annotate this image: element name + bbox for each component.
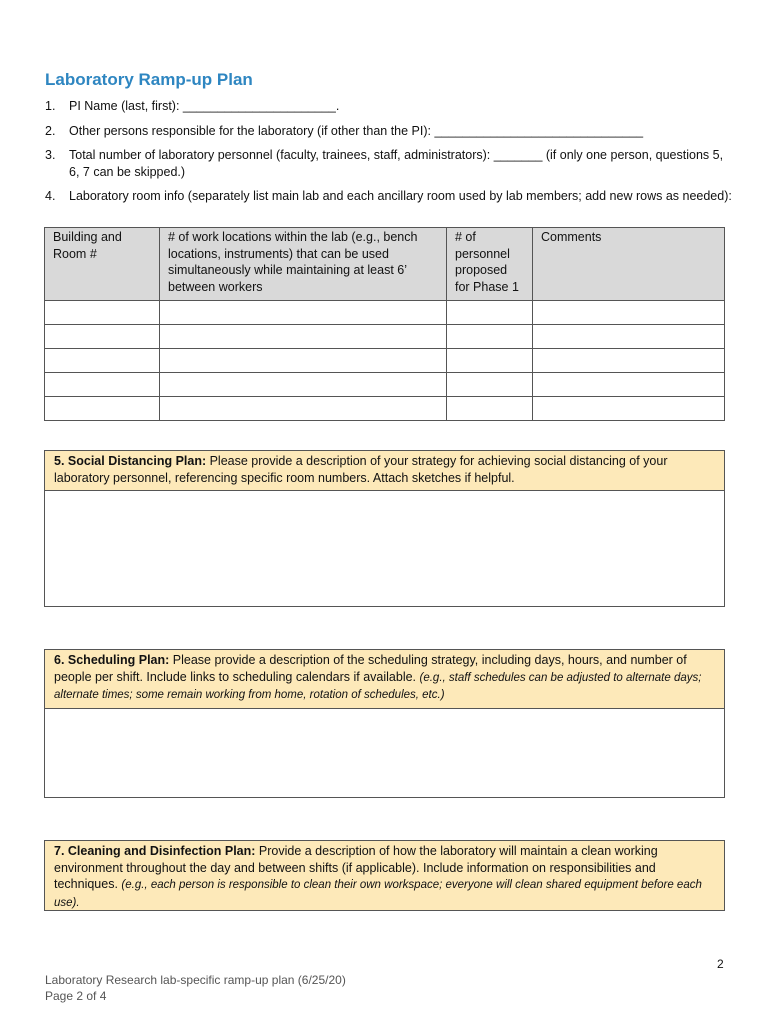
table-row — [45, 301, 725, 325]
table-cell[interactable] — [160, 349, 447, 373]
question-item-2 — [45, 123, 735, 140]
section-label: 6. Scheduling Plan: — [54, 653, 170, 667]
table-cell[interactable] — [160, 301, 447, 325]
social-distancing-plan-answer[interactable] — [45, 491, 724, 606]
question-item-4 — [45, 188, 735, 205]
section-label: 7. Cleaning and Disinfection Plan: — [54, 844, 256, 858]
section-instructions: Provide a description of how the laboratory will maintain a clean working environment throughout the day and between shifts (if applicable). Include information on responsibilities and techniques. — [54, 844, 658, 891]
header-comments: Comments — [533, 228, 725, 301]
question-list — [45, 98, 735, 213]
room-info-table — [44, 227, 725, 421]
question-text: Laboratory room info (separately list main lab and each ancillary room used by lab members; add new rows as needed): — [69, 189, 732, 203]
table-cell[interactable] — [45, 397, 160, 421]
header-personnel: # of personnel proposed for Phase 1 — [447, 228, 533, 301]
table-cell[interactable] — [447, 397, 533, 421]
table-header-row — [45, 228, 725, 301]
table-cell[interactable] — [533, 373, 725, 397]
question-text[interactable]: PI Name (last, first): ______________________. — [69, 99, 340, 113]
table-cell[interactable] — [447, 373, 533, 397]
scheduling-plan-section — [44, 649, 725, 798]
header-building-room: Building and Room # — [45, 228, 160, 301]
page-number: 2 — [717, 957, 724, 971]
table-cell[interactable] — [45, 301, 160, 325]
table-cell[interactable] — [533, 397, 725, 421]
table-cell[interactable] — [45, 325, 160, 349]
question-number: 4. — [45, 189, 56, 203]
social-distancing-plan-header — [45, 451, 724, 491]
cleaning-plan-header — [45, 841, 724, 910]
table-row — [45, 397, 725, 421]
table-cell[interactable] — [160, 397, 447, 421]
page-title: Laboratory Ramp-up Plan — [45, 70, 253, 89]
question-number: 2. — [45, 123, 56, 138]
question-number: 1. — [45, 99, 56, 113]
footer-page-count: Page 2 of 4 — [45, 989, 107, 1003]
footer-document-title: Laboratory Research lab-specific ramp-up plan (6/25/20) — [45, 973, 346, 987]
section-instructions: Please provide a description of the scheduling strategy, including days, hours, and number of people per shift. Include links to scheduling calendars if available. — [54, 653, 687, 684]
section-label: 5. Social Distancing Plan: — [54, 454, 207, 468]
cleaning-plan-section — [44, 840, 725, 911]
question-text[interactable]: Other persons responsible for the laboratory (if other than the PI): ______________________________ — [69, 123, 644, 138]
table-cell[interactable] — [447, 349, 533, 373]
table-row — [45, 373, 725, 397]
table-cell[interactable] — [533, 349, 725, 373]
question-text[interactable]: Total number of laboratory personnel (faculty, trainees, staff, administrators): _______ (if only one person, questions 5, 6, 7 can be skipped.) — [69, 148, 724, 179]
question-item-3 — [45, 147, 735, 180]
table-cell[interactable] — [45, 349, 160, 373]
table-row — [45, 325, 725, 349]
scheduling-plan-answer[interactable] — [45, 709, 724, 801]
scheduling-plan-header — [45, 650, 724, 709]
table-row — [45, 349, 725, 373]
table-cell[interactable] — [447, 301, 533, 325]
social-distancing-plan-section — [44, 450, 725, 607]
question-item-1 — [45, 98, 735, 115]
table-cell[interactable] — [533, 301, 725, 325]
table-cell[interactable] — [45, 373, 160, 397]
table-cell[interactable] — [160, 373, 447, 397]
footer — [45, 972, 346, 1004]
section-instructions: Please provide a description of your strategy for achieving social distancing of your laboratory personnel, referencing specific room numbers. Attach sketches if helpful. — [54, 454, 668, 485]
section-example: (e.g., staff schedules can be adjusted to alternate days; alternate times; some remain working from home, rotation of schedules, etc.) — [54, 671, 702, 701]
table-cell[interactable] — [447, 325, 533, 349]
table-cell[interactable] — [533, 325, 725, 349]
question-number: 3. — [45, 148, 56, 162]
table-cell[interactable] — [160, 325, 447, 349]
header-work-locations: # of work locations within the lab (e.g., bench locations, instruments) that can be used simultaneously while maintaining at least 6’ between workers — [160, 228, 447, 301]
section-example: (e.g., each person is responsible to clean their own workspace; everyone will clean shared equipment before each use). — [54, 879, 702, 909]
